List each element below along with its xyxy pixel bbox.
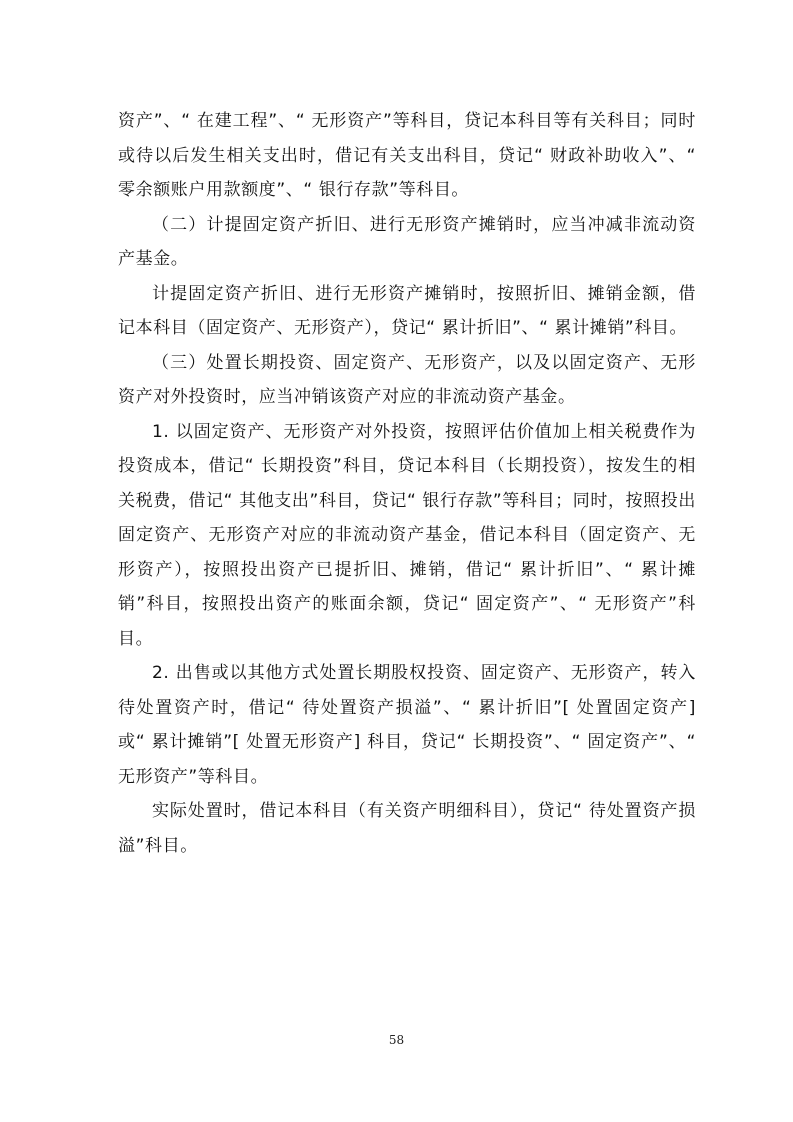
paragraph-continuation: 资产”、“ 在建工程”、“ 无形资产”等科目，贷记本科目等有关科目；同时或待以后发生相关支出时，借记有关支出科目，贷记“ 财政补助收入”、“ 零余额账户用款额度”、“ 银行存款”等科目。: [118, 111, 696, 200]
paragraph-section-three-heading: （三）处置长期投资、固定资产、无形资产，以及以固定资产、无形资产对外投资时，应当冲销该资产对应的非流动资产基金。: [118, 352, 696, 407]
page-number: 58: [388, 1033, 405, 1047]
paragraph-item-2: 2. 出售或以其他方式处置长期股权投资、固定资产、无形资产，转入待处置资产时，借记“ 待处置资产损溢”、“ 累计折旧”[ 处置固定资产] 或“ 累计摊销”[ 处置无形资产] 科目，贷记“ 长期投资”、“ 固定资产”、“ 无形资产”等科目。: [118, 663, 696, 787]
body-text: [118, 104, 696, 863]
paragraph-item-1: 1. 以固定资产、无形资产对外投资，按照评估价值加上相关税费作为投资成本，借记“ 长期投资”科目，贷记本科目（长期投资），按发生的相关税费，借记“ 其他支出”科目，贷记“ 银行存款”等科目；同时，按照投出固定资产、无形资产对应的非流动资产基金，借记本科目（固定资产、无形资产），按照投出资产已提折旧、摊销，借记“ 累计折旧”、“ 累计摊销”科目，按照投出资产的账面余额，贷记“ 固定资产”、“ 无形资产”科目。: [118, 421, 696, 649]
paragraph-section-two-heading: （二）计提固定资产折旧、进行无形资产摊销时，应当冲减非流动资产基金。: [118, 214, 696, 269]
paragraph-actual-disposal: 实际处置时，借记本科目（有关资产明细科目），贷记“ 待处置资产损溢”科目。: [118, 801, 696, 856]
paragraph-depreciation: 计提固定资产折旧、进行无形资产摊销时，按照折旧、摊销金额，借记本科目（固定资产、无形资产），贷记“ 累计折旧”、“ 累计摊销”科目。: [118, 283, 696, 338]
